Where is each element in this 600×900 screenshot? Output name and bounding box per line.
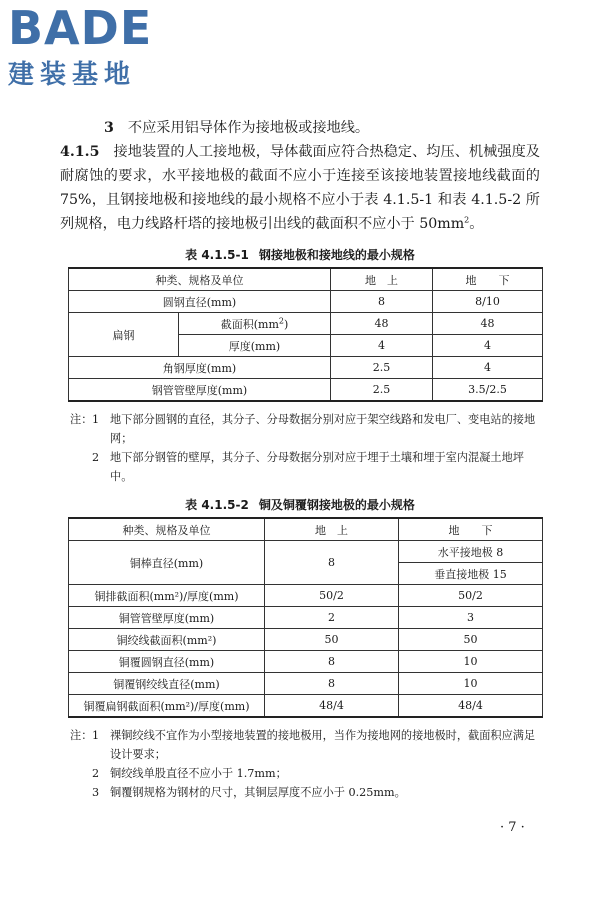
item-3-text: 不应采用铝导体作为接地极或接地线。 [127,120,370,136]
table2-header-below: 地 下 [399,518,543,541]
note-text: 裸铜绞线不宜作为小型接地装置的接地极用，当作为接地网的接地极时，截面积应满足设计要求； [110,729,536,761]
table-cell: 扁钢 [69,313,179,357]
table-row [69,695,543,718]
table2-notes [70,726,540,802]
table-cell: 48 [433,313,543,335]
table-cell: 钢管管壁厚度(mm) [69,379,331,402]
table2-header-above: 地 上 [265,518,399,541]
table2 [68,517,543,718]
table-row [69,541,543,563]
note-text: 铜覆钢规格为钢材的尺寸，其铜层厚度不应小于 0.25mm。 [110,786,406,799]
cell-superscript: 2 [278,315,284,325]
table-row [69,518,543,541]
note-item [70,448,540,486]
table-cell: 48 [331,313,433,335]
table-cell: 2.5 [331,379,433,402]
table-cell: 10 [399,651,543,673]
table-cell: 铜管管壁厚度(mm) [69,607,265,629]
table1-number: 表 4.1.5-1 [185,248,249,262]
table-row [69,607,543,629]
table2-header-category: 种类、规格及单位 [69,518,265,541]
table2-number: 表 4.1.5-2 [185,498,249,512]
table-cell: 铜覆扁钢截面积(mm²)/厚度(mm) [69,695,265,718]
table-cell: 铜排截面积(mm²)/厚度(mm) [69,585,265,607]
table-cell: 3.5/2.5 [433,379,543,402]
table-row [69,585,543,607]
note-text: 铜绞线单股直径不应小于 1.7mm； [110,767,287,780]
table-cell: 角钢厚度(mm) [69,357,331,379]
table-cell: 50/2 [265,585,399,607]
table-cell: 2.5 [331,357,433,379]
table-cell: 48/4 [265,695,399,718]
table-cell: 4 [433,335,543,357]
item-3-number: 3 [104,120,114,136]
note-item [70,783,540,802]
note-text: 地下部分钢管的壁厚，其分子、分母数据分别对应于埋于土壤和埋于室内混凝土地坪中。 [110,451,524,483]
table-cell: 8 [331,291,433,313]
clause-superscript: 2 [464,215,470,225]
table-row [69,291,543,313]
note-item [70,410,540,448]
item-3 [60,116,540,140]
table-cell: 50/2 [399,585,543,607]
note-number: 2 [92,767,100,780]
logo-word: BADE [8,1,153,55]
table1-header-below: 地 下 [433,268,543,291]
table1 [68,267,543,402]
document-body [60,116,540,808]
brand-logo [8,1,188,91]
table-row [69,379,543,402]
table1-caption: 钢接地极和接地线的最小规格 [258,248,415,262]
clause-4-1-5 [60,140,540,236]
logo-subtitle: 建装基地 [8,60,137,90]
note-number: 1 [92,413,100,426]
table2-title [60,496,540,513]
table1-notes [70,410,540,486]
table-cell [179,313,331,335]
table-row [69,651,543,673]
note-text: 地下部分圆钢的直径，其分子、分母数据分别对应于架空线路和发电厂、变电站的接地网； [110,413,536,445]
note-number: 3 [92,786,100,799]
table-cell: 铜覆圆钢直径(mm) [69,651,265,673]
table-cell: 10 [399,673,543,695]
notes-label: 注： [70,413,93,426]
page-number: · 7 · [500,820,525,835]
table-cell: 4 [433,357,543,379]
table-row [69,357,543,379]
clause-number: 4.1.5 [60,144,100,160]
table-cell: 铜绞线截面积(mm²) [69,629,265,651]
table-cell: 垂直接地极 15 [399,563,543,585]
note-item [70,726,540,764]
table-cell: 50 [265,629,399,651]
table-cell: 铜覆钢绞线直径(mm) [69,673,265,695]
table-row [69,673,543,695]
table-cell: 8 [265,541,399,585]
table-cell: 4 [331,335,433,357]
table1-header-above: 地 上 [331,268,433,291]
table-cell: 48/4 [399,695,543,718]
table-row [69,629,543,651]
note-number: 2 [92,451,100,464]
table-cell: 水平接地极 8 [399,541,543,563]
table-row [69,313,543,335]
notes-label: 注： [70,729,93,742]
table1-title [60,246,540,263]
note-number: 1 [92,729,100,742]
cell-text: 截面积(mm [220,317,279,331]
cell-text: ) [283,317,289,331]
note-item [70,764,540,783]
table1-header-category: 种类、规格及单位 [69,268,331,291]
table-row [69,268,543,291]
table-cell: 3 [399,607,543,629]
table-cell: 8/10 [433,291,543,313]
clause-text-end: 。 [469,216,484,232]
table-cell: 2 [265,607,399,629]
clause-text: 接地装置的人工接地极，导体截面应符合热稳定、均压、机械强度及耐腐蚀的要求，水平接地极的截面不应小于连接至该接地装置接地线截面的 75%，且钢接地极和接地线的最小规格不应小于表 4.1.5-1 和表 4.1.5-2 所列规格，电力线路杆塔的接地极引出线的截面积不应小于 50mm [60,144,540,232]
table-cell: 圆钢直径(mm) [69,291,331,313]
table-cell: 8 [265,651,399,673]
table-cell: 铜棒直径(mm) [69,541,265,585]
table-cell: 8 [265,673,399,695]
table2-caption: 铜及铜覆钢接地极的最小规格 [258,498,415,512]
table-cell: 50 [399,629,543,651]
table-cell: 厚度(mm) [179,335,331,357]
